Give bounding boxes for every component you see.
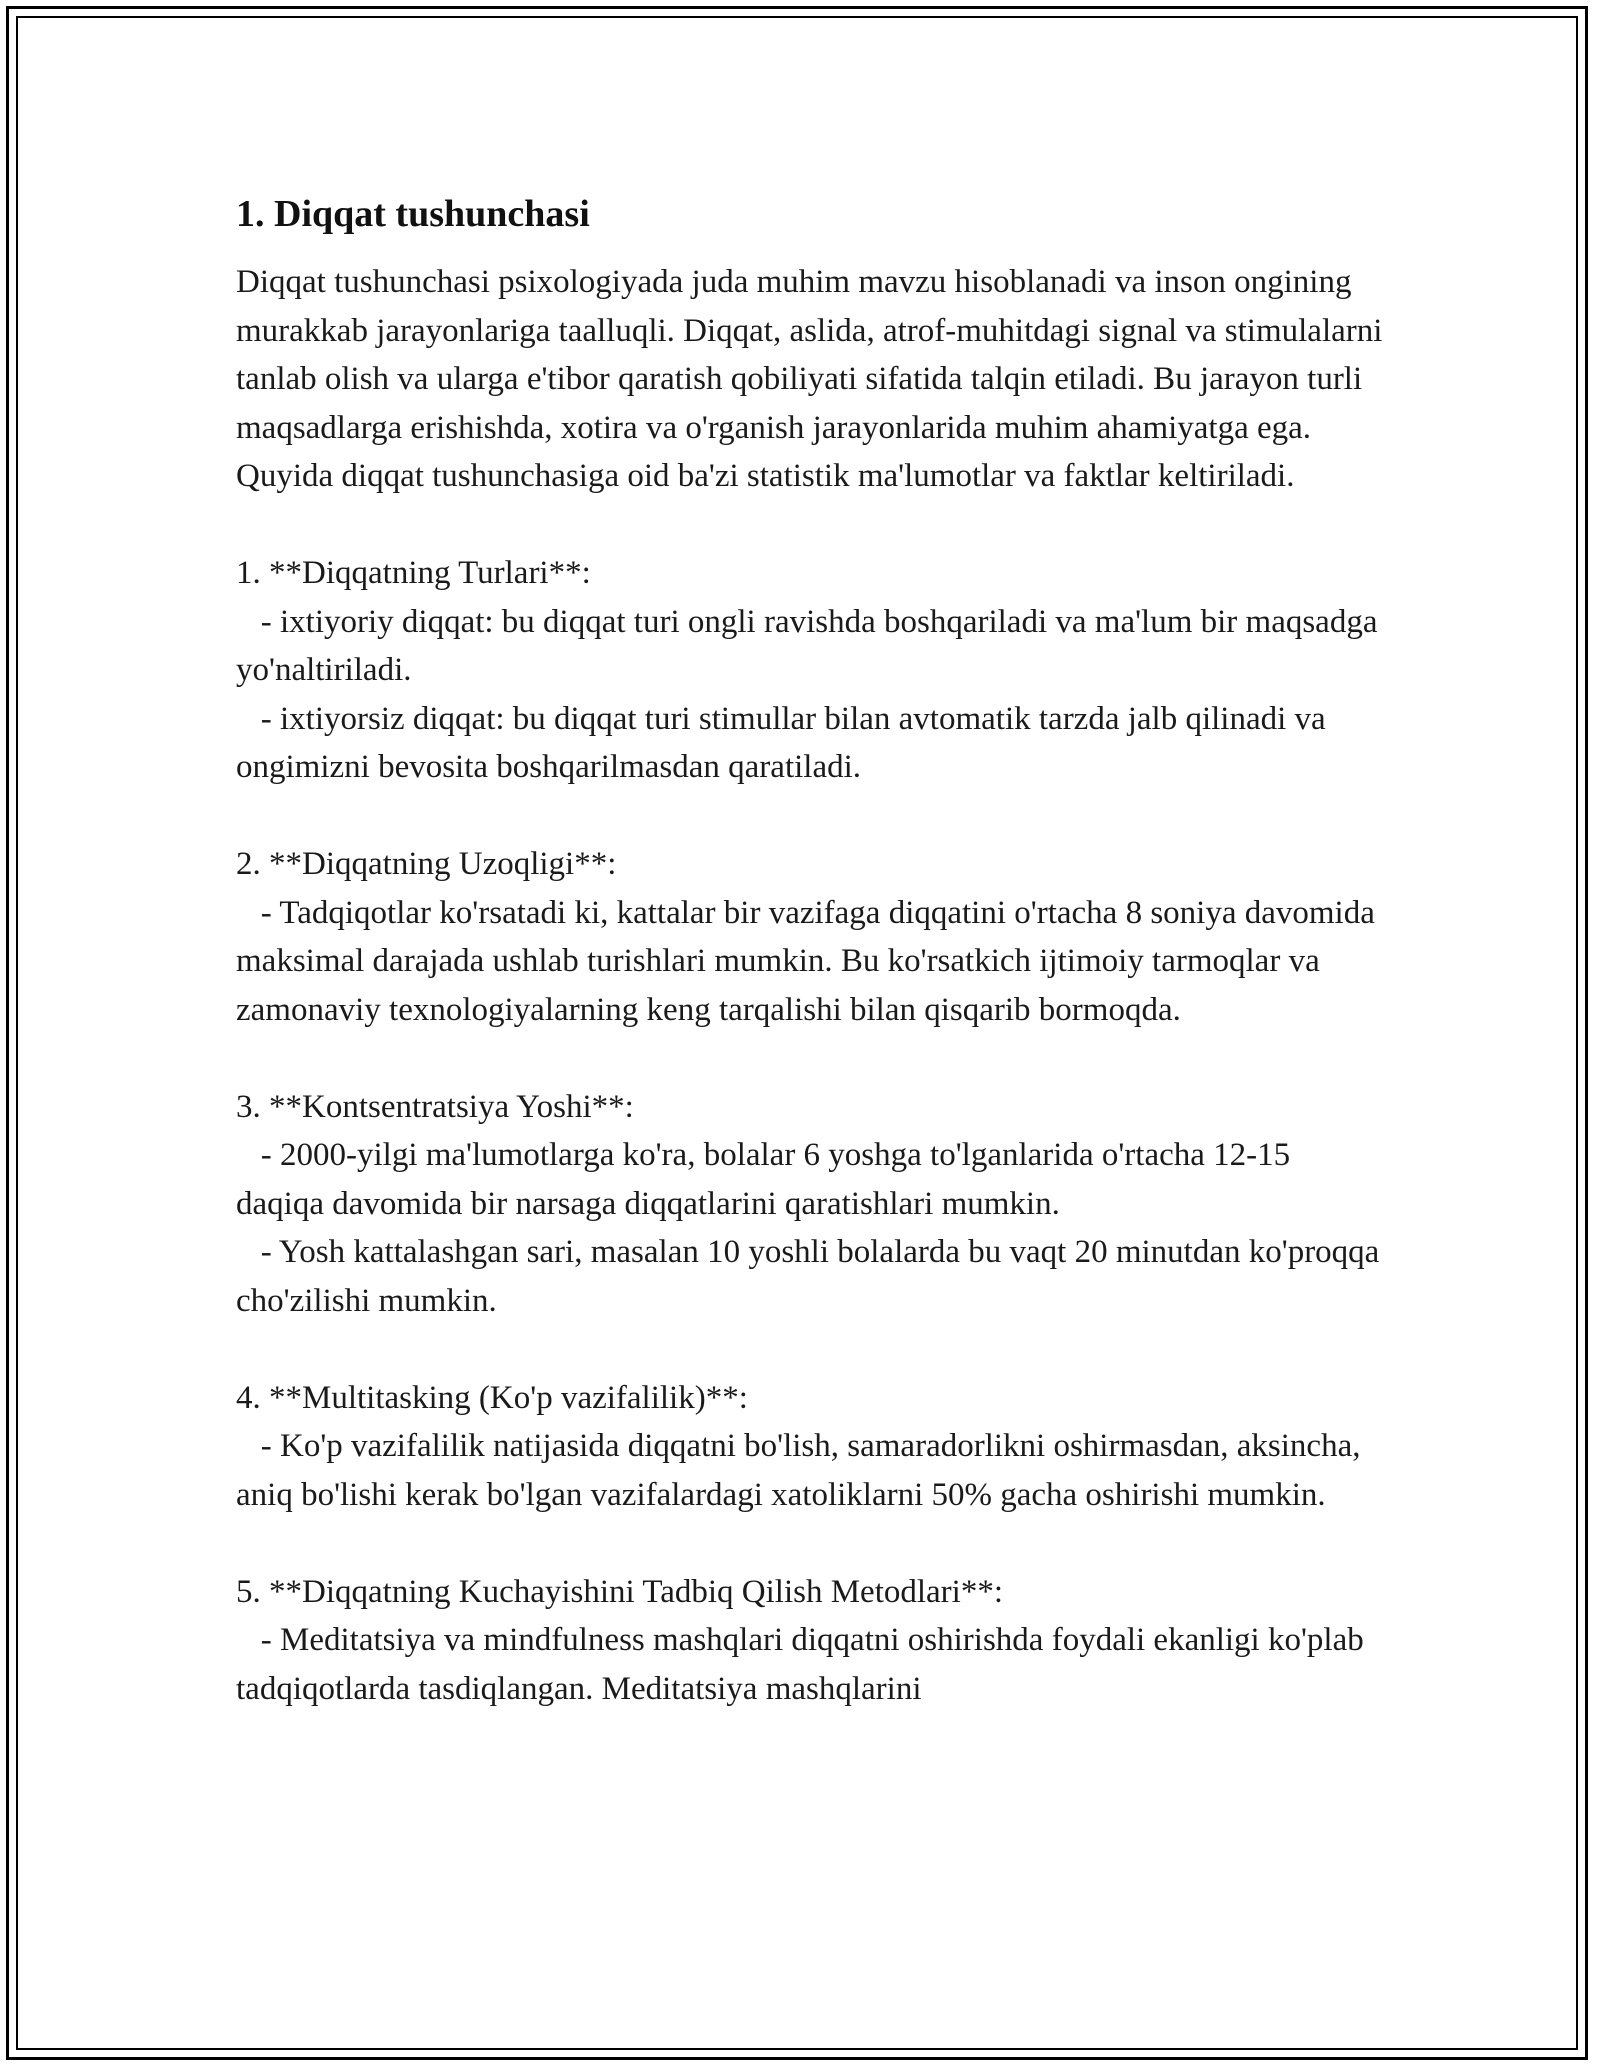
list-item: - Ko'p vazifalilik natijasida diqqatni bo'lish, samaradorlikni oshirmasdan, aksincha, aniq bo'lishi kerak bo'lgan vazifalardagi xatoliklarni 50% gacha oshirishi mumkin. [236, 1428, 1369, 1513]
intro-paragraph: Diqqat tushunchasi psixologiyada juda muhim mavzu hisoblanadi va inson ongining murakkab jarayonlariga taalluqli. Diqqat, aslida, atrof-muhitdagi signal va stimulalarni tanlab olish va ularga e'tibor qaratish qobiliyati sifatida talqin etiladi. Bu jarayon turli maqsadlarga erishishda, xotira va o'rganish jarayonlarida muhim ahamiyatga ega. Quyida diqqat tushunchasiga oid ba'zi statistik ma'lumotlar va faktlar keltiriladi. [236, 264, 1391, 494]
list-item: - Yosh kattalashgan sari, masalan 10 yoshli bolalarda bu vaqt 20 minutdan ko'proqqa cho'zilishi mumkin. [236, 1234, 1388, 1319]
document-title: 1. Diqqat tushunchasi [236, 193, 590, 235]
list-item: - ixtiyorsiz diqqat: bu diqqat turi stimullar bilan avtomatik tarzda jalb qilinadi va ongimizni bevosita boshqarilmasdan qaratiladi. [236, 700, 1334, 785]
list-item: - Meditatsiya va mindfulness mashqlari diqqatni oshirishda foydali ekanligi ko'plab tadqiqotlarda tasdiqlangan. Meditatsiya mashqlarini [236, 1622, 1372, 1707]
section-multitasking [236, 1374, 1386, 1520]
section-heading: 4. **Multitasking (Ko'p vazifalilik)**: [236, 1379, 748, 1416]
section-heading: 2. **Diqqatning Uzoqligi**: [236, 846, 617, 882]
list-item: - ixtiyoriy diqqat: bu diqqat turi ongli ravishda boshqariladi va ma'lum bir maqsadga yo'naltiriladi. [236, 603, 1386, 688]
list-item: - 2000-yilgi ma'lumotlarga ko'ra, bolalar 6 yoshga to'lganlarida o'rtacha 12-15 daqiqa davomida bir narsaga diqqatlarini qaratishlari mumkin. [236, 1137, 1299, 1222]
spacer [236, 792, 1386, 841]
spacer [236, 501, 1386, 550]
section-metodlar [236, 1568, 1386, 1714]
document-body [236, 188, 1391, 1713]
section-diqqat-uzoqligi [236, 840, 1386, 1034]
spacer [236, 1034, 1386, 1083]
spacer [236, 1325, 1386, 1374]
list-item: - Tadqiqotlar ko'rsatadi ki, kattalar bir vazifaga diqqatini o'rtacha 8 soniya davomida maksimal darajada ushlab turishlari mumkin. Bu ko'rsatkich ijtimoiy tarmoqlar va zamonaviy texnologiyalarning keng tarqalishi bilan qisqarib bormoqda. [236, 894, 1384, 1028]
section-diqqat-turlari [236, 549, 1386, 792]
spacer [236, 1519, 1386, 1568]
section-heading: 1. **Diqqatning Turlari**: [236, 555, 591, 591]
section-kontsentratsiya-yoshi [236, 1083, 1386, 1326]
section-heading: 5. **Diqqatning Kuchayishini Tadbiq Qilish Metodlari**: [236, 1573, 1004, 1610]
section-heading: 3. **Kontsentratsiya Yoshi**: [236, 1088, 634, 1125]
